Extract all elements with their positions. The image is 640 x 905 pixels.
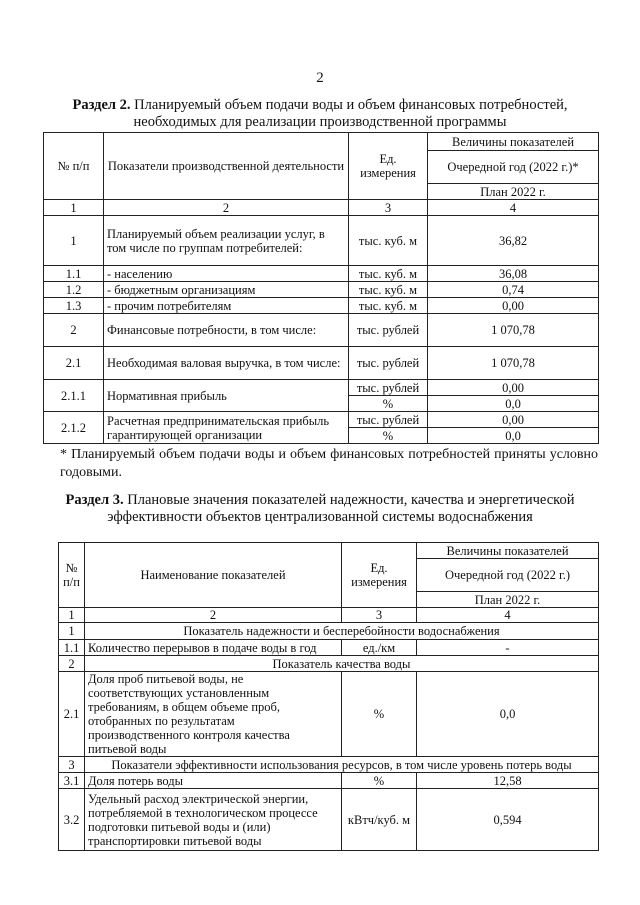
- col-number: 2: [85, 608, 342, 623]
- col-number: 3: [342, 608, 417, 623]
- row-value: 36,08: [428, 266, 599, 282]
- table-row: [44, 380, 599, 396]
- group-title: Показатели эффективности использования ресурсов, в том числе уровень потерь воды: [85, 757, 599, 773]
- group-num: 2: [59, 656, 85, 672]
- row-name: - бюджетным организациям: [104, 282, 349, 298]
- header-indicator: Наименование показателей: [85, 543, 342, 608]
- table-row: [44, 282, 599, 298]
- table-header-row: [59, 543, 599, 559]
- row-name: Удельный расход электрической энергии, потребляемой в технологическом процессе подготовки питьевой воды и (или) транспортировки питьевой воды: [85, 789, 342, 851]
- row-name: Доля потерь воды: [85, 773, 342, 789]
- section3-table: [58, 542, 599, 851]
- col-number: 3: [349, 200, 428, 216]
- row-value: 0,00: [428, 380, 599, 396]
- row-unit: %: [349, 396, 428, 412]
- header-plan: План 2022 г.: [428, 184, 599, 200]
- table-row: [44, 347, 599, 380]
- row-value: 1 070,78: [428, 314, 599, 347]
- group-row: [59, 623, 599, 640]
- row-value: 1 070,78: [428, 347, 599, 380]
- row-num: 3.1: [59, 773, 85, 789]
- row-name: - прочим потребителям: [104, 298, 349, 314]
- table-row: [44, 412, 599, 428]
- header-num: № п/п: [59, 543, 85, 608]
- header-next-year: Очередной год (2022 г.)*: [428, 151, 599, 184]
- table-row: [44, 266, 599, 282]
- row-num: 2: [44, 314, 104, 347]
- row-unit: тыс. рублей: [349, 412, 428, 428]
- row-value: 0,0: [417, 672, 599, 757]
- col-number: 2: [104, 200, 349, 216]
- header-next-year: Очередной год (2022 г.): [417, 559, 599, 592]
- row-unit: тыс. рублей: [349, 314, 428, 347]
- group-num: 1: [59, 623, 85, 640]
- row-value: 0,00: [428, 412, 599, 428]
- col-number: 4: [428, 200, 599, 216]
- table-row: [44, 298, 599, 314]
- row-num: 1.1: [59, 640, 85, 656]
- row-unit: %: [349, 428, 428, 444]
- header-num: № п/п: [44, 133, 104, 200]
- page-number: 2: [316, 70, 324, 86]
- table-row: [59, 773, 599, 789]
- table-row: [44, 314, 599, 347]
- group-title: Показатель надежности и бесперебойности водоснабжения: [85, 623, 599, 640]
- row-value: 0,00: [428, 298, 599, 314]
- row-name: Расчетная предпринимательская прибыль гарантирующей организации: [104, 412, 349, 444]
- col-number: 4: [417, 608, 599, 623]
- row-unit: %: [342, 672, 417, 757]
- row-value: 12,58: [417, 773, 599, 789]
- group-num: 3: [59, 757, 85, 773]
- section2-title-bold: Раздел 2.: [72, 97, 131, 113]
- header-values: Величины показателей: [428, 133, 599, 151]
- table-row: [59, 640, 599, 656]
- row-value: 0,0: [428, 428, 599, 444]
- column-numbers-row: [59, 608, 599, 623]
- row-value: -: [417, 640, 599, 656]
- row-num: 1.2: [44, 282, 104, 298]
- table-row: [59, 789, 599, 851]
- row-name: Доля проб питьевой воды, не соответствующих установленным требованиям, в общем объеме проб, отобранных по результатам производственного контроля качества питьевой воды: [85, 672, 342, 757]
- row-num: 1.3: [44, 298, 104, 314]
- row-unit: кВтч/куб. м: [342, 789, 417, 851]
- row-num: 2.1.2: [44, 412, 104, 444]
- table-header-row: [44, 133, 599, 151]
- group-title: Показатель качества воды: [85, 656, 599, 672]
- row-value: 0,74: [428, 282, 599, 298]
- header-indicator: Показатели производственной деятельности: [104, 133, 349, 200]
- row-num: 2.1: [44, 347, 104, 380]
- header-plan: План 2022 г.: [417, 592, 599, 608]
- col-number: 1: [59, 608, 85, 623]
- section2-title: [40, 97, 600, 131]
- row-unit: тыс. рублей: [349, 347, 428, 380]
- row-name: - населению: [104, 266, 349, 282]
- row-name: Необходимая валовая выручка, в том числе:: [104, 347, 349, 380]
- row-value: 36,82: [428, 216, 599, 266]
- row-num: 3.2: [59, 789, 85, 851]
- table-row: [59, 672, 599, 757]
- column-numbers-row: [44, 200, 599, 216]
- header-unit: Ед. измерения: [342, 543, 417, 608]
- header-values: Величины показателей: [417, 543, 599, 559]
- row-name: Нормативная прибыль: [104, 380, 349, 412]
- row-value: 0,0: [428, 396, 599, 412]
- row-unit: тыс. рублей: [349, 380, 428, 396]
- col-number: 1: [44, 200, 104, 216]
- header-unit: Ед. измерения: [349, 133, 428, 200]
- row-unit: тыс. куб. м: [349, 282, 428, 298]
- row-name: Количество перерывов в подаче воды в год: [85, 640, 342, 656]
- group-row: [59, 757, 599, 773]
- row-unit: тыс. куб. м: [349, 216, 428, 266]
- row-name: Планируемый объем реализации услуг, в том числе по группам потребителей:: [104, 216, 349, 266]
- row-unit: ед./км: [342, 640, 417, 656]
- row-unit: тыс. куб. м: [349, 298, 428, 314]
- row-num: 1.1: [44, 266, 104, 282]
- section2-title-text: Планируемый объем подачи воды и объем финансовых потребностей, необходимых для реализации производственной программы: [130, 97, 568, 130]
- row-num: 2.1: [59, 672, 85, 757]
- row-unit: %: [342, 773, 417, 789]
- row-name: Финансовые потребности, в том числе:: [104, 314, 349, 347]
- row-num: 1: [44, 216, 104, 266]
- section3-title-text: Плановые значения показателей надежности, качества и энергетической эффективности объектов централизованной системы водоснабжения: [107, 492, 575, 525]
- footnote: * Планируемый объем подачи воды и объем финансовых потребностей приняты условно годовыми.: [60, 447, 598, 480]
- row-value: 0,594: [417, 789, 599, 851]
- section2-table: [43, 132, 599, 444]
- row-unit: тыс. куб. м: [349, 266, 428, 282]
- table-row: [44, 216, 599, 266]
- group-row: [59, 656, 599, 672]
- section3-title: [40, 492, 600, 526]
- row-num: 2.1.1: [44, 380, 104, 412]
- section3-title-bold: Раздел 3.: [65, 492, 124, 508]
